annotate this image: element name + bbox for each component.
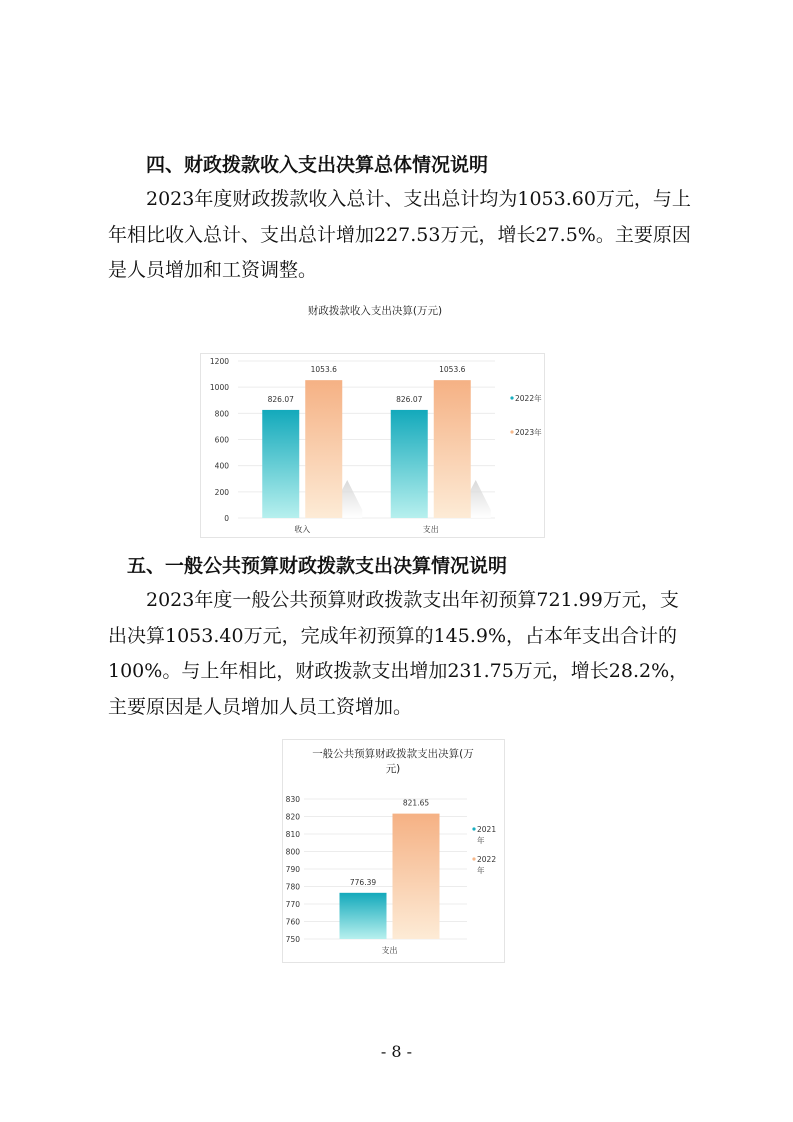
chart1-bar-label: 826.07 [396,394,423,404]
chart2-legend-label: 年 [477,866,485,875]
chart1-title: 财政拨款收入支出决算(万元) [307,305,443,317]
section4-heading: 四、财政拨款收入支出决算总体情况说明 [146,154,489,176]
chart1-bar-label: 1053.6 [310,365,337,375]
chart2-title-line: 元) [385,763,401,775]
chart1-legend-label: 2023年 [515,428,542,437]
chart2-y-tick: 820 [285,812,300,822]
chart1-y-tick: 200 [214,487,229,497]
chart2-y-tick: 770 [285,900,300,909]
chart2-y-tick: 810 [285,830,300,839]
chart2-legend-swatch [472,857,475,860]
chart2-y-tick: 780 [285,882,300,892]
chart1-bar-收入-2023年 [305,380,342,518]
chart1-svg [200,298,550,538]
chart2-legend-label: 2021 [477,825,497,834]
chart2-y-tick: 790 [285,865,300,874]
chart2-title-line: 一般公共预算财政拨款支出决算(万 [312,748,474,760]
chart1-bar-支出-2022年 [391,410,428,518]
chart1-y-tick: 600 [214,435,229,445]
chart1-legend-swatch [510,396,513,399]
section5-heading: 五、一般公共预算财政拨款支出决算情况说明 [127,555,508,577]
chart1-y-tick: 1200 [209,357,229,366]
chart2-y-tick: 830 [285,795,300,804]
chart1-bar-收入-2022年 [262,410,299,518]
chart1-container [200,298,550,538]
chart1-bar-label: 826.07 [267,394,294,404]
chart1-x-tick: 支出 [422,525,439,534]
chart2-y-tick: 760 [285,917,300,927]
chart2-legend-label: 2022 [477,855,497,864]
chart2-legend-swatch [472,827,475,830]
chart2-legend-label: 年 [477,836,485,845]
chart1-frame [201,354,545,538]
chart1-bar-支出-2023年 [434,380,471,518]
chart1-y-tick: 1000 [209,383,229,393]
chart2-y-tick: 800 [285,847,300,857]
section5-paragraph: 2023年度一般公共预算财政拨款支出年初预算721.99万元，支出决算1053.40万元，完成年初预算的145.9%，占本年支出合计的100%。与上年相比，财政拨款支出增加231.75万元，增长28.2%，主要原因是人员增加人员工资增加。 [108,589,689,718]
chart2-container [282,739,507,964]
chart2-bar-1 [393,814,440,939]
chart1-x-tick: 收入 [294,525,311,534]
chart1-legend-label: 2022年 [515,394,542,403]
chart2-bar-label: 821.65 [402,798,430,808]
chart1-bar-label: 1053.6 [439,365,466,375]
chart2-svg [282,739,507,964]
chart2-bar-label: 776.39 [349,877,377,887]
chart1-legend-swatch [510,430,513,433]
page-number: - 8 - [380,1042,413,1061]
section4-paragraph: 2023年度财政拨款收入总计、支出总计均为1053.60万元，与上年相比收入总计、支出总计增加227.53万元，增长27.5%。主要原因是人员增加和工资调整。 [108,188,691,281]
chart2-bar-0 [340,893,387,939]
chart2-y-tick: 750 [285,935,300,944]
chart1-y-tick: 800 [214,409,229,419]
chart1-y-tick: 0 [224,514,229,523]
chart2-x-tick: 支出 [381,946,398,955]
chart1-y-tick: 400 [214,461,229,471]
